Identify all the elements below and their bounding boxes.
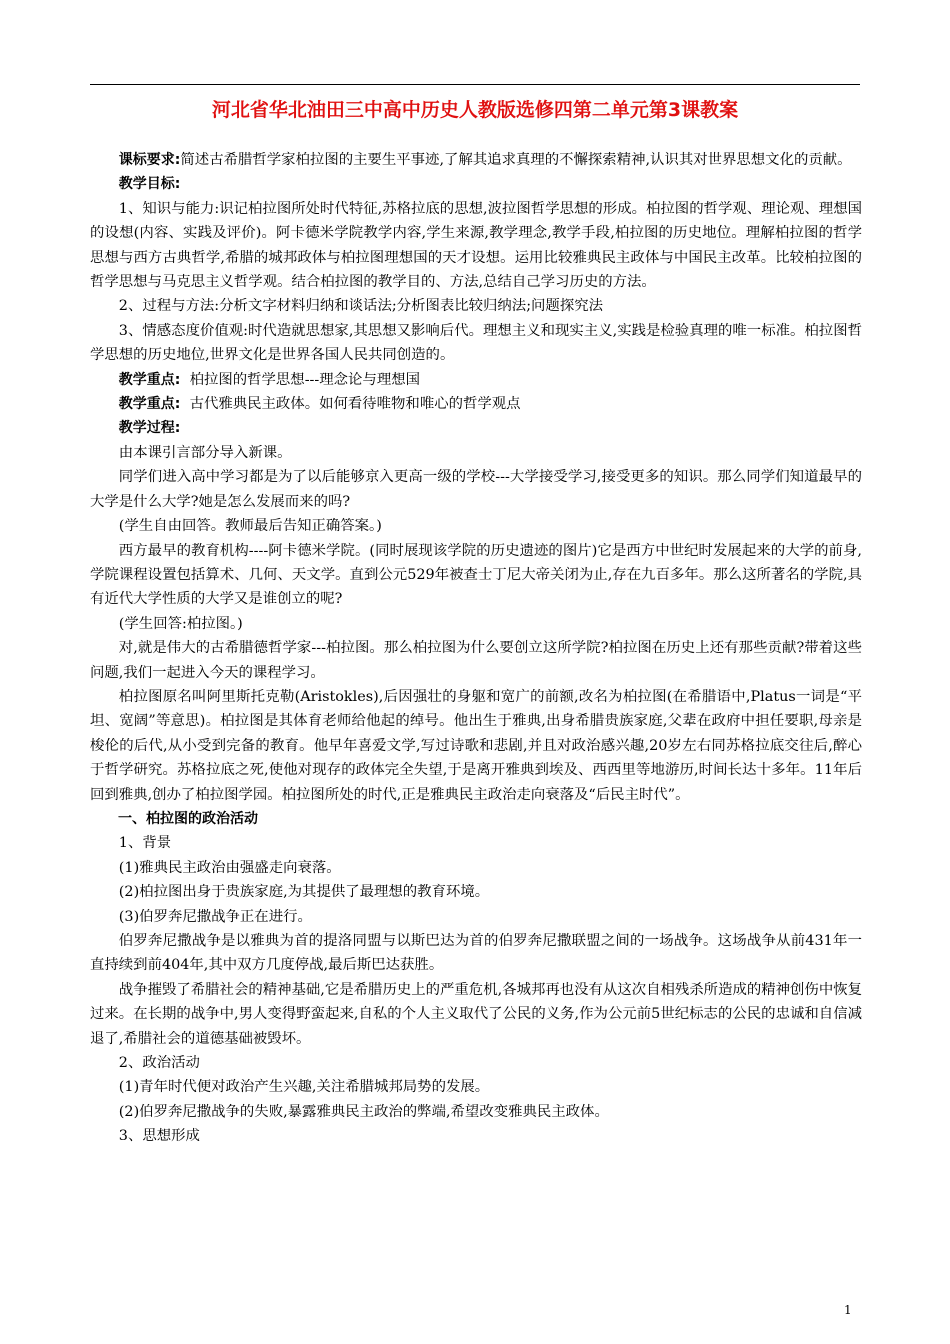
zhongdian-2-label: 教学重点: [118, 396, 181, 413]
paragraph-intro: 由本课引言部分导入新课。 [118, 444, 292, 461]
guocheng-label: 教学过程: [118, 420, 181, 437]
subheading-political-activity: 2、政治活动 [118, 1055, 200, 1072]
page-number: 1 [844, 1303, 852, 1317]
kebiao-text: 简述古希腊哲学家柏拉图的主要生平事迹,了解其追求真理的不懈探索精神,认识其对世界思想文化的贡献。 [180, 152, 852, 168]
zhongdian-1 [90, 368, 862, 392]
zhongdian-1-text: 柏拉图的哲学思想---理念论与理想国 [189, 371, 421, 388]
kebiao-label: 课标要求: [118, 152, 181, 168]
paragraph-student-answer-1: (学生自由回答。教师最后告知正确答案。) [118, 518, 382, 535]
mubiao-heading [90, 172, 862, 196]
subheading-background: 1、背景 [118, 835, 172, 852]
zhongdian-2 [90, 392, 862, 416]
mubiao-emotion: 3、情感态度价值观:时代造就思想家,其思想又影响后代。理想主义和现实主义,实践是检验真理的唯一标准。柏拉图哲学思想的历史地位,世界文化是世界各国人民共同创造的。 [90, 322, 862, 364]
subheading-thought-formation: 3、思想形成 [118, 1128, 200, 1145]
document-title: 河北省华北油田三中高中历史人教版选修四第二单元第3课教案 [211, 99, 739, 121]
document-body [90, 148, 862, 1149]
list-item: (2)柏拉图出身于贵族家庭,为其提供了最理想的教育环境。 [118, 884, 490, 901]
paragraph-plato-intro: 对,就是伟大的古希腊德哲学家---柏拉图。那么柏拉图为什么要创立这所学院?柏拉图在历史上还有那些贡献?带着这些问题,我们一起进入今天的课程学习。 [90, 640, 862, 681]
paragraph-university-question: 同学们进入高中学习都是为了以后能够京入更高一级的学校---大学接受学习,接受更多的知识。那么同学们知道最早的大学是什么大学?她是怎么发展而来的吗? [90, 469, 862, 510]
paragraph-student-answer-2: (学生回答:柏拉图。) [118, 615, 243, 632]
list-item: (3)伯罗奔尼撒战争正在进行。 [118, 908, 312, 925]
paragraph-academy: 西方最早的教育机构----阿卡德米学院。(同时展现该学院的历史遗迹的图片)它是西方中世纪时发展起来的大学的前身,学院课程设置包括算术、几何、天文学。直到公元529年被查士丁尼大帝关闭为止,存在九百多年。那么这所著名的学院,具有近代大学性质的大学又是谁创立的呢? [90, 542, 862, 608]
zhongdian-2-text: 古代雅典民主政体。如何看待唯物和唯心的哲学观点 [189, 396, 521, 413]
section-heading-political: 一、柏拉图的政治活动 [118, 810, 258, 827]
header-rule [90, 84, 860, 85]
list-item: (1)雅典民主政治由强盛走向衰落。 [118, 859, 341, 876]
guocheng-heading [90, 416, 862, 440]
mubiao-process: 2、过程与方法:分析文字材料归纳和谈话法;分析图表比较归纳法;问题探究法 [118, 298, 604, 315]
paragraph-plato-bio: 柏拉图原名叫阿里斯托克勒(Aristokles),后因强壮的身躯和宽广的前额,改名为柏拉图(在希腊语中,Platus一词是“平坦、宽阔”等意思)。柏拉图是其体育老师给他起的绰号。他出生于雅典,出身希腊贵族家庭,父辈在政府中担任要职,母亲是梭伦的后代,从小受到完备的教育。他早年喜爱文学,写过诗歌和悲剧,并且对政治感兴趣,20岁左右同苏格拉底交往后,醉心于哲学研究。苏格拉底之死,使他对现存的政体完全失望,于是离开雅典到埃及、西西里等地游历,时间长达十多年。11年后回到雅典,创办了柏拉图学园。柏拉图所处的时代,正是雅典民主政治走向衰落及“后民主时代”。 [90, 688, 862, 803]
list-item: (2)伯罗奔尼撒战争的失败,暴露雅典民主政治的弊端,希望改变雅典民主政体。 [118, 1103, 609, 1120]
mubiao-label: 教学目标: [118, 176, 181, 193]
paragraph-war: 伯罗奔尼撒战争是以雅典为首的提洛同盟与以斯巴达为首的伯罗奔尼撒联盟之间的一场战争。这场战争从前431年一直持续到前404年,其中双方几度停战,最后斯巴达获胜。 [90, 933, 862, 974]
mubiao-knowledge: 1、知识与能力:识记柏拉图所处时代特征,苏格拉底的思想,波拉图哲学思想的形成。柏拉图的哲学观、理论观、理想国的设想(内容、实践及评价)。阿卡德米学院教学内容,学生来源,教学理念,教学手段,柏拉图的历史地位。理解柏拉图的哲学思想与西方古典哲学,希腊的城邦政体与柏拉图理想国的天才设想。运用比较雅典民主政体与中国民主改革。比较柏拉图的哲学思想与马克思主义哲学观。结合柏拉图的教学目的、方法,总结自己学习历史的方法。 [90, 200, 862, 291]
kebiao-paragraph [90, 148, 862, 172]
zhongdian-1-label: 教学重点: [118, 371, 181, 388]
paragraph-war-effects: 战争摧毁了希腊社会的精神基础,它是希腊历史上的严重危机,各城邦再也没有从这次自相残杀所造成的精神创伤中恢复过来。在长期的战争中,男人变得野蛮起来,自私的个人主义取代了公民的义务,作为公元前5世纪标志的公民的忠诚和自信减退了,希腊社会的道德基础被毁坏。 [90, 981, 862, 1047]
list-item: (1)青年时代便对政治产生兴趣,关注希腊城邦局势的发展。 [118, 1079, 490, 1096]
